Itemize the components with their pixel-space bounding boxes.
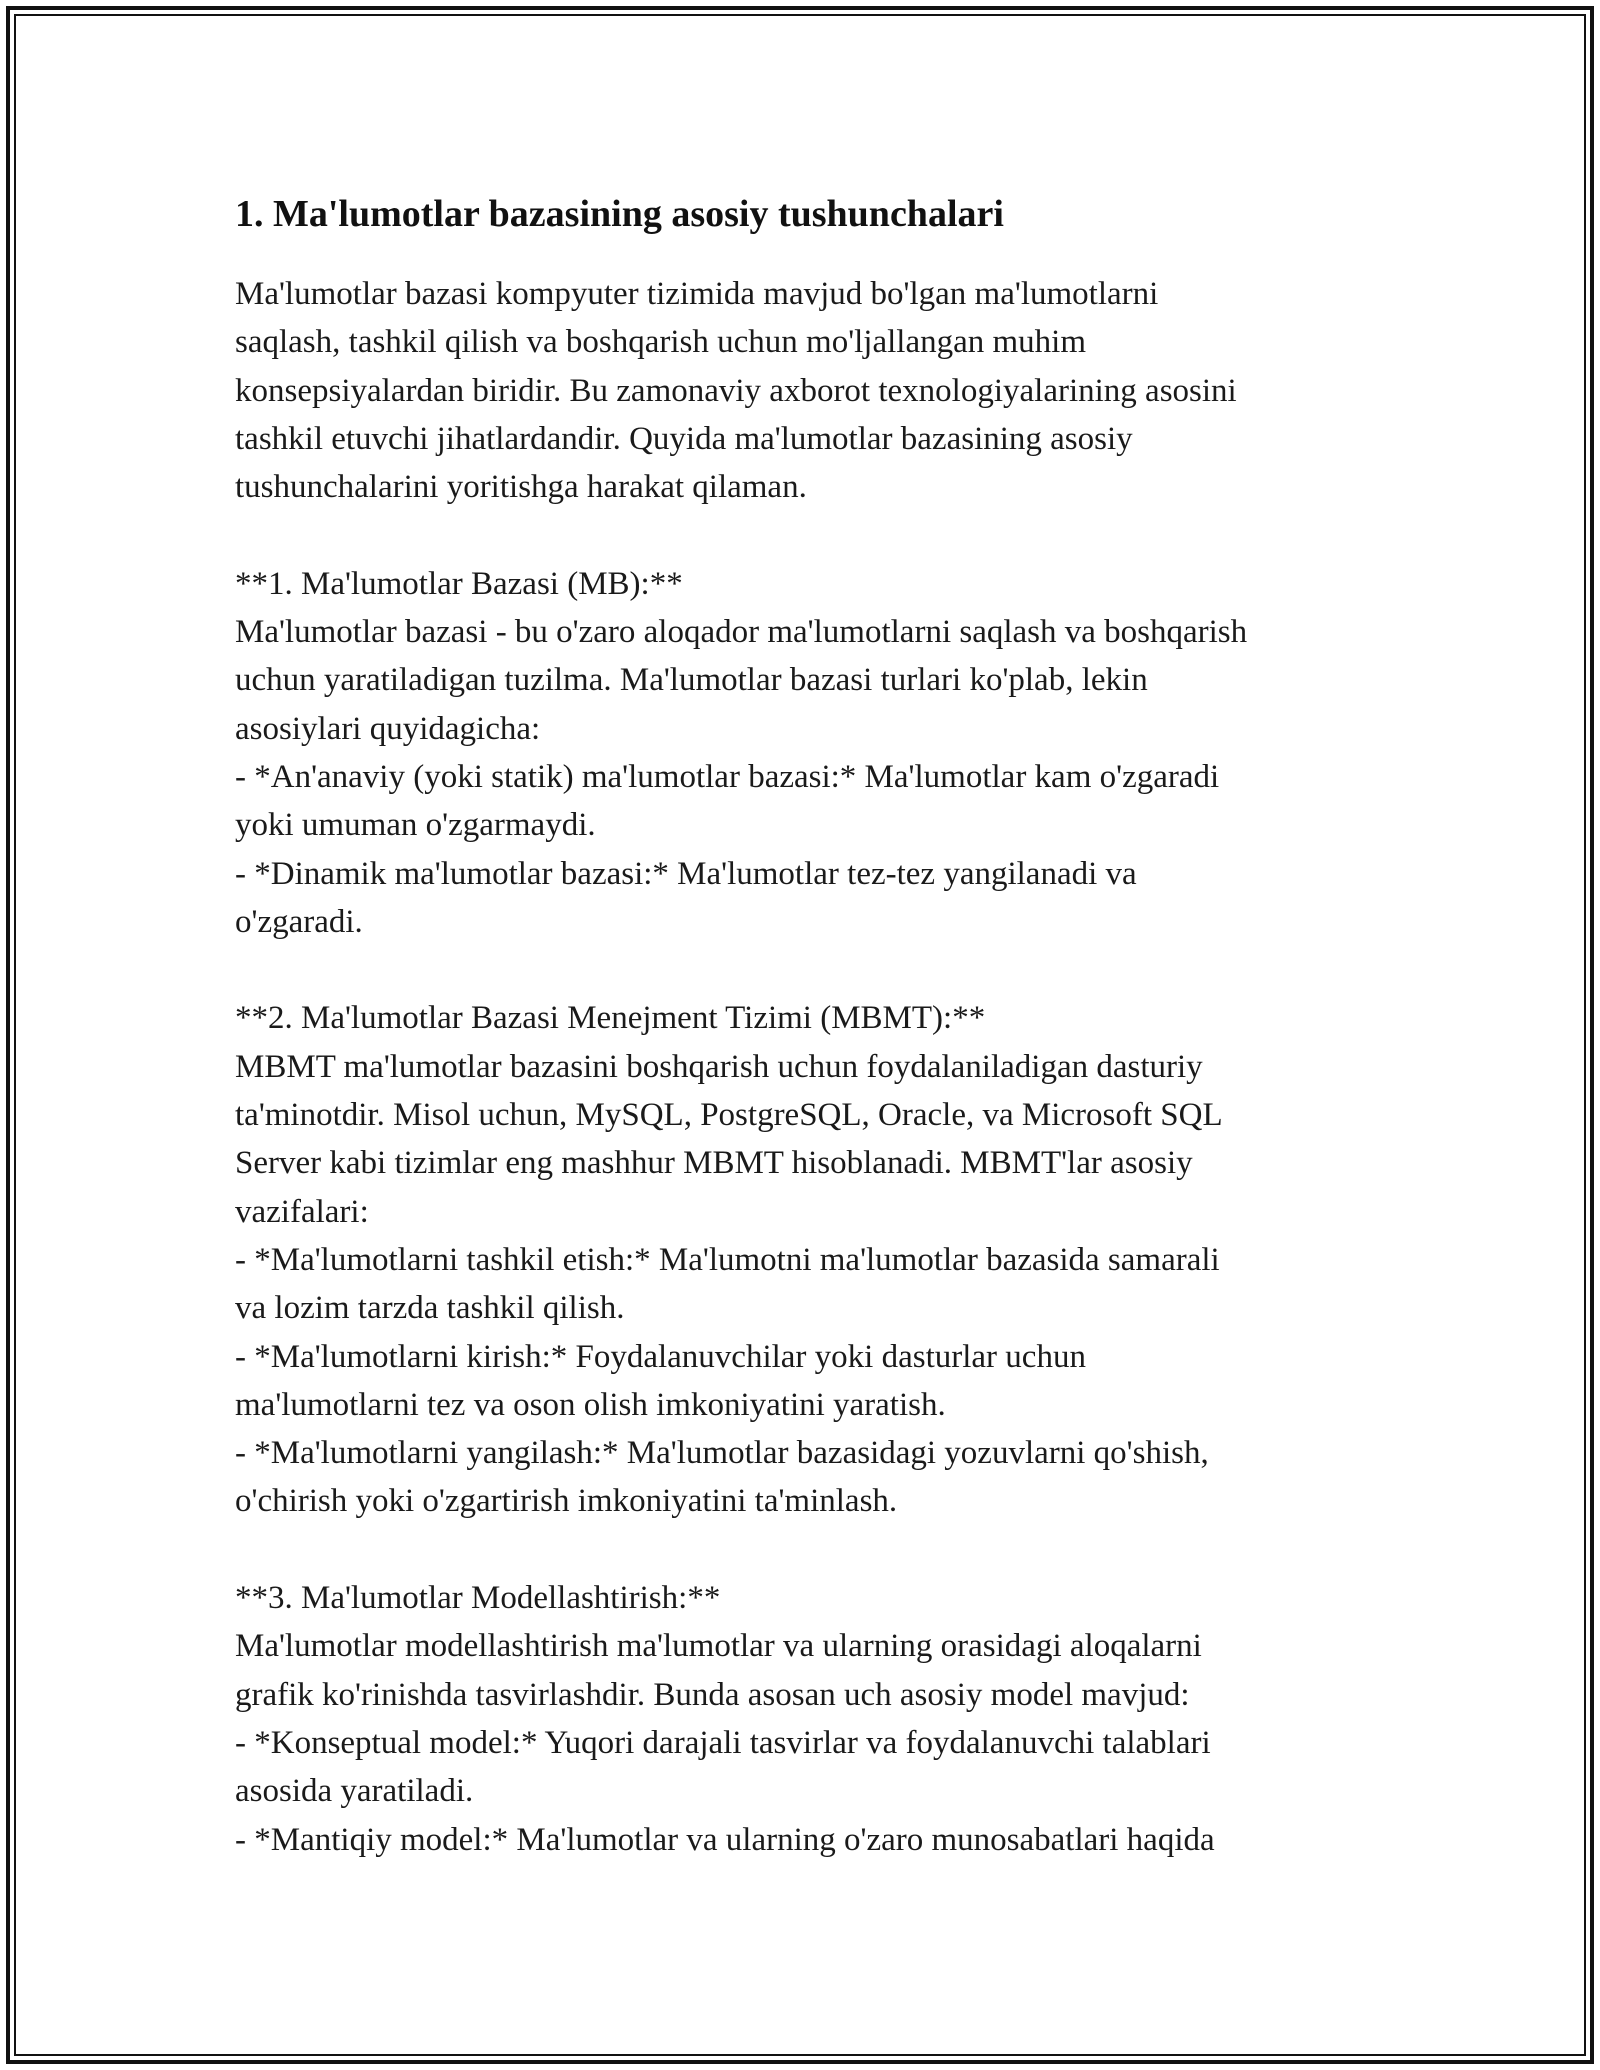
section-line: asosiylari quyidagicha: (235, 710, 541, 747)
document-body (235, 186, 1385, 1864)
section-line: - *Ma'lumotlarni yangilash:* Ma'lumotlar bazasidagi yozuvlarni qo'shish, (235, 1435, 1209, 1472)
section-line: - *Dinamik ma'lumotlar bazasi:* Ma'lumotlar tez-tez yangilanadi va (235, 855, 1137, 892)
section-line: asosida yaratiladi. (235, 1773, 474, 1810)
section-line: Ma'lumotlar bazasi - bu o'zaro aloqador ma'lumotlarni saqlash va boshqarish (235, 614, 1248, 651)
section-heading: **3. Ma'lumotlar Modellashtirish:** (235, 1580, 721, 1617)
intro-line: saqlash, tashkil qilish va boshqarish uchun mo'ljallangan muhim (235, 324, 1087, 361)
section-database (235, 560, 1385, 946)
section-line: uchun yaratiladigan tuzilma. Ma'lumotlar bazasi turlari ko'plab, lekin (235, 662, 1148, 699)
intro-line: tushunchalarini yoritishga harakat qilaman. (235, 469, 807, 506)
section-heading: **2. Ma'lumotlar Bazasi Menejment Tizimi (MBMT):** (235, 1000, 986, 1037)
section-dbms (235, 994, 1385, 1525)
intro-line: tashkil etuvchi jihatlardandir. Quyida ma'lumotlar bazasining asosiy (235, 420, 1133, 457)
section-line: yoki umuman o'zgarmaydi. (235, 807, 596, 844)
section-line: grafik ko'rinishda tasvirlashdir. Bunda asosan uch asosiy model mavjud: (235, 1676, 1190, 1713)
section-heading: **1. Ma'lumotlar Bazasi (MB):** (235, 565, 683, 602)
section-line: ma'lumotlarni tez va oson olish imkoniyatini yaratish. (235, 1386, 946, 1423)
section-line: vazifalari: (235, 1193, 369, 1230)
intro-line: Ma'lumotlar bazasi kompyuter tizimida mavjud bo'lgan ma'lumotlarni (235, 276, 1159, 312)
section-line: - *Mantiqiy model:* Ma'lumotlar va ularning o'zaro munosabatlari haqida (235, 1821, 1215, 1858)
section-line: o'zgaradi. (235, 903, 363, 940)
section-line: - *Ma'lumotlarni kirish:* Foydalanuvchilar yoki dasturlar uchun (235, 1338, 1086, 1375)
section-line: - *Konseptual model:* Yuqori darajali tasvirlar va foydalanuvchi talablari (235, 1724, 1211, 1761)
section-modeling (235, 1574, 1385, 1864)
section-line: Ma'lumotlar modellashtirish ma'lumotlar va ularning orasidagi aloqalarni (235, 1628, 1202, 1665)
section-line: MBMT ma'lumotlar bazasini boshqarish uchun foydalaniladigan dasturiy (235, 1048, 1203, 1085)
intro-line: konsepsiyalardan biridir. Bu zamonaviy axborot texnologiyalarining asosini (235, 372, 1237, 409)
section-line: o'chirish yoki o'zgartirish imkoniyatini ta'minlash. (235, 1483, 898, 1520)
section-line: - *An'anaviy (yoki statik) ma'lumotlar bazasi:* Ma'lumotlar kam o'zgaradi (235, 758, 1220, 795)
section-line: va lozim tarzda tashkil qilish. (235, 1290, 625, 1327)
section-line: Server kabi tizimlar eng mashhur MBMT hisoblanadi. MBMT'lar asosiy (235, 1145, 1193, 1182)
document-title: 1. Ma'lumotlar bazasining asosiy tushunchalari (235, 193, 1004, 235)
section-line: ta'minotdir. Misol uchun, MySQL, PostgreSQL, Oracle, va Microsoft SQL (235, 1097, 1223, 1134)
intro-paragraph (235, 270, 1385, 511)
section-line: - *Ma'lumotlarni tashkil etish:* Ma'lumotni ma'lumotlar bazasida samarali (235, 1241, 1220, 1278)
